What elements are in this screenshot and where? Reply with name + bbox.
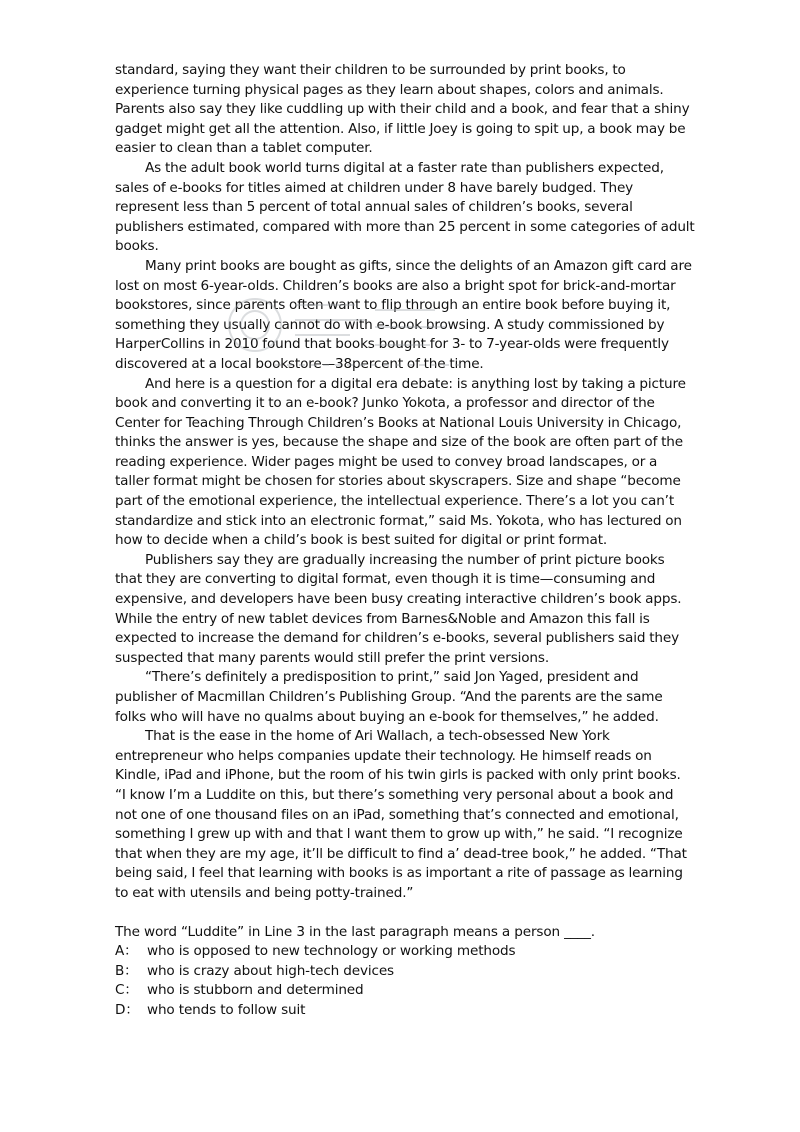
option-a-text: who is opposed to new technology or working methods <box>147 943 516 960</box>
article-body <box>115 61 695 904</box>
option-d[interactable] <box>115 1001 695 1021</box>
question-stem: The word “Luddite” in Line 3 in the last paragraph means a person ____. <box>115 923 595 940</box>
option-c[interactable] <box>115 981 695 1001</box>
option-b[interactable] <box>115 962 695 982</box>
option-c-letter: C： <box>115 982 138 999</box>
question-block <box>115 923 695 1021</box>
option-d-text: who tends to follow suit <box>147 1001 306 1018</box>
paragraph-1: standard, saying they want their children to be surrounded by print books, to experience turning physical pages as they learn about shapes, colors and animals. Parents also say they like cuddling up with their child and a book, and fear that a shiny gadget might get all the attention. Also, if little Joey is going to spit up, a book may be easier to clean than a tablet computer. <box>115 62 690 157</box>
paragraph-4: And here is a question for a digital era debate: is anything lost by taking a picture book and converting it to an e-book? Junko Yokota, a professor and director of the Center for Teaching Through Children’s Books at National Louis University in Chicago, thinks the answer is yes, because the shape and size of the book are often part of the reading experience. Wider pages might be used to convey broad landscapes, or a taller format might be chosen for stories about skyscrapers. Size and shape “become part of the emotional experience, the intellectual experience. There’s a lot you can’t standardize and stick into an electronic format,” said Ms. Yokota, who has lectured on how to decide when a child’s book is best suited for digital or print format. <box>115 375 686 549</box>
document-page <box>115 61 695 1021</box>
option-b-text: who is crazy about high-tech devices <box>147 962 394 979</box>
paragraph-5: Publishers say they are gradually increasing the number of print picture books that they are converting to digital format, even though it is time—consuming and expensive, and developers have been busy creating interactive children’s book apps. While the entry of new tablet devices from Barnes&Noble and Amazon this fall is expected to increase the demand for children’s e-books, several publishers said they suspected that many parents would still prefer the print versions. <box>115 551 682 666</box>
option-a[interactable] <box>115 942 695 962</box>
option-a-letter: A： <box>115 943 138 960</box>
paragraph-7: That is the ease in the home of Ari Wallach, a tech-obsessed New York entrepreneur who helps companies update their technology. He himself reads on Kindle, iPad and iPhone, but the room of his twin girls is packed with only print books. “I know I’m a Luddite on this, but there’s something very personal about a book and not one of one thousand files on an iPad, something that’s connected and emotional, something I grew up with and that l want them to grow up with,” he said. “I recognize that when they are my age, it’ll be difficult to find a’ dead-tree book,” he added. “That being said, I feel that learning with books is as important a rite of passage as learning to eat with utensils and being potty-trained.” <box>115 728 687 901</box>
option-b-letter: B： <box>115 962 138 979</box>
option-d-letter: D： <box>115 1001 139 1018</box>
paragraph-2: As the adult book world turns digital at a faster rate than publishers expected, sales of e-books for titles aimed at children under 8 have barely budged. They represent less than 5 percent of total annual sales of children’s books, several publishers estimated, compared with more than 25 percent in some categories of adult books. <box>115 159 695 255</box>
paragraph-3: Many print books are bought as gifts, since the delights of an Amazon gift card are lost on most 6-year-olds. Children’s books are also a bright spot for brick-and-mortar bookstores, since parents often want to flip through an entire book before buying it, something they usually cannot do with e-book browsing. A study commissioned by HarperCollins in 2010 found that books bought for 3- to 7-year-olds were frequently discovered at a local bookstore—38percent of the time. <box>115 257 692 372</box>
option-c-text: who is stubborn and determined <box>147 982 364 999</box>
paragraph-6: “There’s definitely a predisposition to print,” said Jon Yaged, president and publisher of Macmillan Children’s Publishing Group. “And the parents are the same folks who will have no qualms about buying an e-book for themselves,” he added. <box>115 669 663 725</box>
